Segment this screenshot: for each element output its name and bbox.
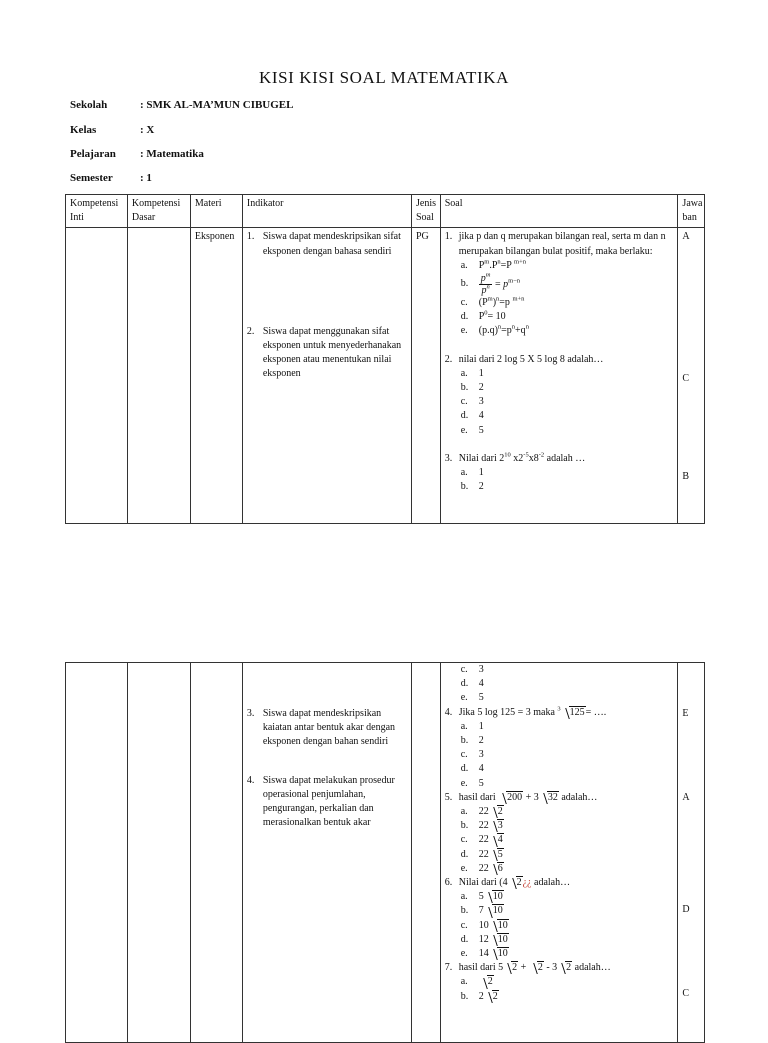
option-item [445,833,674,847]
option-letter: d. [460,848,469,860]
header-kompetensi-dasar: Kompetensi Dasar [127,195,190,228]
cell-kompetensi-inti [66,228,128,524]
kisi-table-1 [65,194,705,524]
cell-indikator [242,663,411,1043]
option-item [445,819,674,833]
option-item [445,919,674,933]
option-item [445,395,674,409]
cell-kompetensi-dasar [127,663,190,1043]
meta-value: : SMK AL-MA’MUN CIBUGEL [140,99,294,111]
option-letter: b. [460,735,469,747]
option-item [445,777,674,791]
meta-label: Kelas [70,124,97,136]
question-7 [445,961,674,975]
option-letter: c. [460,297,468,309]
indicator-text: Siswa dapat menggunakan sifat eksponen untuk menyederhanakan eksponen atau menentukan nilai eksponen [262,325,402,380]
option-text: 1 [478,367,484,379]
answer-key: B [682,471,690,483]
cell-jenis-soal: PG [412,228,441,524]
option-text: 1 [478,720,484,732]
option-letter: d. [460,678,469,690]
option-letter: b. [460,820,469,832]
option-letter: d. [460,763,469,775]
option-text: $(p.q)^n=p^n+q^n$ [478,324,529,337]
option-text: 22 6 [479,863,504,874]
kisi-table-2 [65,662,705,1043]
cell-materi: Eksponen [190,228,242,524]
indicator-number: 3. [246,708,255,719]
question-number: 2. [444,353,453,365]
option-letter: b. [460,905,469,917]
indicator-text: Siswa dapat mendeskripsikan kaiatan antar bentuk akar dengan eksponen dengan bahan sendiri [262,708,396,748]
question-text: Jika 5 log 125 = 3 maka $^3$ 125= …. [459,707,607,718]
option-item [445,848,674,862]
option-letter: a. [460,259,468,271]
fraction-denominator: $p^n$ [481,283,490,297]
option-text: 22 2 [479,806,504,817]
header-soal: Soal [440,195,678,228]
meta-sekolah [70,99,294,111]
option-text: 3 [478,396,484,408]
option-letter: d. [460,311,469,323]
option-text: 10 10 [479,920,509,931]
option-text: 2 [478,735,484,747]
question-1 [445,230,674,258]
question-text: Nilai dari $2^{10}$ $x2^{-5}x8^{-2}$ adalah … [458,451,586,464]
option-letter: e. [460,424,468,436]
option-item [445,310,674,324]
indicator-item [247,707,407,750]
option-item [445,890,674,904]
option-letter: e. [460,777,468,789]
option-item [445,904,674,918]
table-row [66,228,705,524]
cell-materi [190,663,242,1043]
option-text: = $p^{m-n}$ [494,277,521,290]
question-number: 3. [444,452,453,464]
answer-key: C [682,373,690,385]
option-item [445,409,674,423]
indicator-number: 1. [246,231,255,243]
question-6 [445,876,674,890]
option-text: 3 [478,749,484,761]
meta-value: : Matematika [140,148,204,160]
indicator-item [247,325,407,382]
cell-jawaban [678,228,705,524]
option-letter: c. [460,834,468,846]
option-text: $(P^m)^n=p$ $^{m+n}$ [478,295,525,309]
option-item [445,805,674,819]
option-letter: e. [460,692,468,704]
option-text: 2 [478,382,484,394]
option-item [445,424,674,438]
indicator-text: Siswa dapat melakukan prosedur operasional penjumlahan, pengurangan, perkalian dan merasionalkan bentuk akar [262,774,395,829]
header-indikator: Indikator [242,195,411,228]
option-item [445,663,674,677]
question-number: 5. [444,791,453,803]
option-item [445,862,674,876]
fraction-numerator: $p^m$ [480,271,491,285]
option-letter: d. [460,933,469,945]
option-item [445,720,674,734]
meta-value: : X [140,124,155,136]
option-text: 3 [478,664,484,675]
option-item [445,762,674,776]
option-item [445,975,674,989]
answer-key: C [682,988,690,999]
option-letter: a. [460,806,468,818]
option-item [445,259,674,273]
option-text: 5 [478,692,484,704]
option-letter: e. [460,948,468,960]
option-item [445,691,674,705]
option-text: $P^0= 10$ [478,309,506,323]
option-text: 2 2 [479,991,499,1002]
fraction [479,273,493,296]
option-text: 14 10 [479,948,509,959]
indicator-text: Siswa dapat mendeskripsikan sifat eksponen dengan bahasa sendiri [262,231,401,257]
meta-semester [70,172,152,184]
header-jawaban: Jawa ban [678,195,705,228]
indicator-number: 4. [246,774,255,786]
option-item [445,990,674,1004]
option-item [445,748,674,762]
option-letter: a. [460,367,468,379]
option-letter: a. [460,976,468,988]
indicator-number: 2. [246,325,255,337]
option-text: 4 [478,410,484,422]
header-jenis-soal: Jenis Soal [412,195,441,228]
option-text: 22 4 [479,834,504,845]
header-materi: Materi [190,195,242,228]
question-text: Nilai dari (4 2¿¿ adalah… [459,877,570,888]
option-letter: b. [460,990,469,1002]
option-text: 4 [478,763,484,775]
cell-indikator [242,228,411,524]
answer-key: A [682,231,690,243]
option-text: 5 [478,777,484,789]
answer-key: E [682,708,689,719]
option-item [445,734,674,748]
indicator-item [247,774,407,831]
option-letter: b. [460,382,469,394]
meta-label: Sekolah [70,99,108,111]
option-letter: a. [460,891,468,903]
option-text: 22 3 [479,820,504,831]
option-text: 5 10 [479,891,504,902]
question-text: hasil dari 5 2 + 2 - 3 2 adalah… [459,962,611,973]
question-number: 6. [444,877,453,889]
option-item [445,947,674,961]
option-item [445,677,674,691]
question-number: 1. [444,231,453,243]
meta-pelajaran [70,148,204,160]
option-item [445,933,674,947]
meta-value: : 1 [140,172,152,184]
option-text: 22 5 [479,849,504,860]
header-kompetensi-inti: Kompetensi Inti [66,195,128,228]
option-text: 4 [478,678,484,690]
option-item [445,296,674,310]
option-text: 2 [479,976,494,987]
option-item [445,381,674,395]
option-text: 7 10 [479,905,504,916]
table-row [66,663,705,1043]
answer-key: A [682,792,690,803]
option-letter: c. [460,396,468,408]
question-4 [445,706,674,720]
option-letter: a. [460,467,468,479]
answer-key: D [682,904,690,915]
cell-jenis-soal [412,663,441,1043]
meta-label: Semester [70,172,113,184]
cell-kompetensi-inti [66,663,128,1043]
option-item [445,480,674,494]
document-title: KISI KISI SOAL MATEMATIKA [258,68,509,87]
question-number: 7. [444,962,453,974]
option-text: 1 [478,467,484,479]
option-letter: c. [460,749,468,761]
option-text: 5 [478,424,484,436]
cell-soal [440,228,678,524]
cell-kompetensi-dasar [127,228,190,524]
option-letter: e. [460,862,468,874]
option-letter: d. [460,410,469,422]
cell-soal [440,663,678,1043]
cell-jawaban [678,663,705,1043]
option-letter: c. [460,664,468,675]
question-text: hasil dari 200 + 3 32 adalah… [459,792,598,803]
question-3 [445,452,674,466]
option-text: 12 10 [479,934,509,945]
option-letter: b. [460,278,469,290]
question-text: jika p dan q merupakan bilangan real, serta m dan n merupakan bilangan bulat positif, maka berlaku: [458,231,666,257]
option-item [445,466,674,480]
question-5 [445,791,674,805]
option-item [445,273,674,296]
option-text: $P^m.P^n=P$ $^{m+n}$ [478,258,526,271]
option-letter: e. [460,325,468,337]
table-header-row [66,195,705,228]
option-letter: b. [460,481,469,493]
meta-label: Pelajaran [70,148,116,160]
indicator-item [247,230,407,258]
question-number: 4. [444,706,453,718]
option-text: 2 [478,481,484,493]
option-item [445,367,674,381]
option-letter: a. [460,720,468,732]
meta-kelas [70,124,155,136]
question-text: nilai dari 2 log 5 X 5 log 8 adalah… [458,353,604,365]
option-item [445,324,674,338]
option-letter: c. [460,919,468,931]
question-2 [445,353,674,367]
